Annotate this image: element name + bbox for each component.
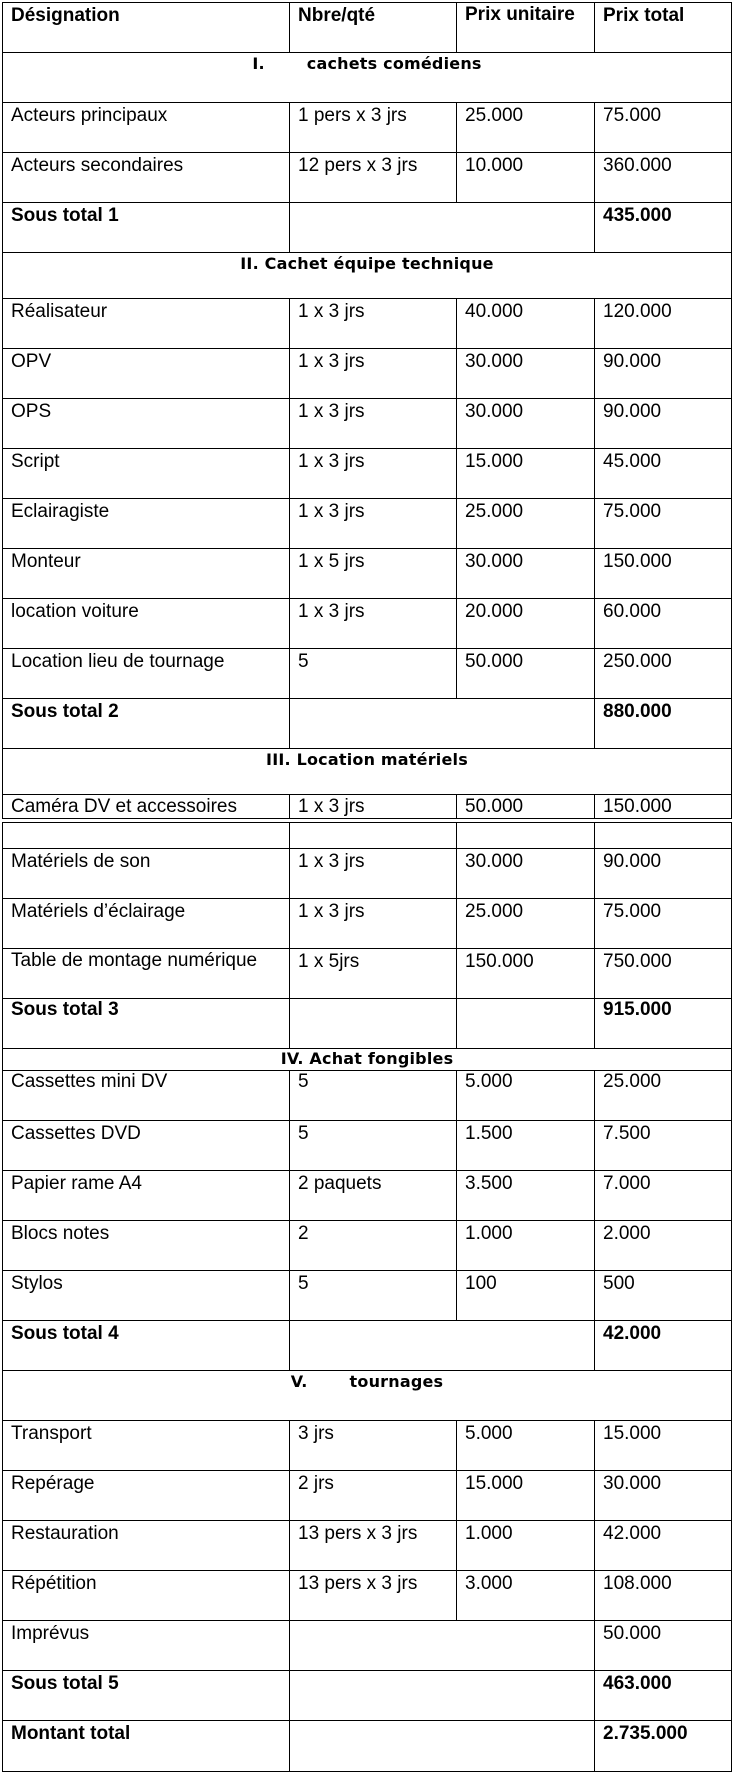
unit-price-cell: 100 [456, 1271, 594, 1320]
table-row-empty [2, 822, 732, 848]
designation-cell: Matériels de son [11, 851, 151, 872]
table-row [2, 1570, 732, 1620]
subtotal-value: 435.000 [594, 203, 733, 252]
table-header-row [2, 2, 732, 52]
subtotal-label: Sous total 2 [11, 701, 119, 722]
total-cell: 30.000 [594, 1471, 733, 1520]
table-row [2, 448, 732, 498]
designation-cell: OPV [11, 351, 52, 372]
unit-price-cell: 50.000 [456, 649, 594, 698]
unit-price-cell: 40.000 [456, 299, 594, 348]
empty-cell [456, 999, 594, 1048]
quantity-cell: 12 pers x 3 jrs [289, 153, 456, 202]
designation-cell: Acteurs secondaires [11, 155, 184, 176]
subtotal-row [2, 1670, 732, 1720]
section-header-5 [2, 1370, 732, 1420]
table-row [2, 1170, 732, 1220]
quantity-cell: 2 [289, 1221, 456, 1270]
designation-cell: Caméra DV et accessoires [11, 796, 237, 817]
section-header-4 [2, 1048, 732, 1070]
section-number: I. [252, 54, 265, 73]
table-row [2, 794, 732, 819]
designation-cell: Acteurs principaux [11, 105, 168, 126]
quantity-cell: 1 x 3 jrs [289, 299, 456, 348]
quantity-cell: 1 x 3 jrs [289, 849, 456, 898]
subtotal-value: 463.000 [594, 1671, 733, 1720]
subtotal-label: Sous total 3 [11, 999, 119, 1020]
grand-total-value: 2.735.000 [594, 1721, 733, 1771]
total-cell: 75.000 [594, 499, 733, 548]
unit-price-cell: 3.000 [456, 1571, 594, 1620]
table-row [2, 1620, 732, 1670]
subtotal-row [2, 998, 732, 1048]
table-row [2, 1120, 732, 1170]
unit-price-cell: 3.500 [456, 1171, 594, 1220]
empty-cell [289, 699, 594, 748]
unit-price-cell: 25.000 [456, 899, 594, 948]
table-row [2, 1470, 732, 1520]
subtotal-row [2, 1320, 732, 1370]
total-cell [594, 823, 733, 848]
subtotal-value: 915.000 [594, 999, 733, 1048]
total-cell: 750.000 [594, 949, 733, 998]
section-number: II. [240, 254, 259, 273]
designation-cell: Repérage [11, 1473, 95, 1494]
subtotal-label: Sous total 5 [11, 1673, 119, 1694]
designation-cell: Monteur [11, 551, 81, 572]
total-cell: 150.000 [594, 549, 733, 598]
designation-cell: Matériels d’éclairage [11, 901, 186, 922]
designation-cell [3, 823, 289, 848]
quantity-cell: 13 pers x 3 jrs [289, 1521, 456, 1570]
quantity-cell: 1 x 3 jrs [289, 399, 456, 448]
quantity-cell: 2 paquets [289, 1171, 456, 1220]
subtotal-label: Sous total 4 [11, 1323, 119, 1344]
quantity-cell: 1 x 3 jrs [289, 899, 456, 948]
quantity-cell: 1 x 5jrs [289, 949, 456, 998]
section-header-3 [2, 748, 732, 794]
designation-cell: Restauration [11, 1523, 119, 1544]
empty-cell [289, 1321, 594, 1370]
section-title: Location matériels [296, 750, 468, 769]
designation-cell: Stylos [11, 1273, 63, 1294]
unit-price-cell: 5.000 [456, 1071, 594, 1120]
designation-cell: Répétition [11, 1573, 97, 1594]
section-title: cachets comédiens [306, 54, 482, 73]
header-total-price: Prix total [594, 3, 733, 52]
header-designation: Désignation [11, 5, 120, 26]
subtotal-row [2, 698, 732, 748]
unit-price-cell: 25.000 [456, 103, 594, 152]
quantity-cell: 1 x 3 jrs [289, 499, 456, 548]
table-row [2, 102, 732, 152]
section-title: tournages [349, 1372, 444, 1391]
total-cell: 42.000 [594, 1521, 733, 1570]
header-quantity: Nbre/qté [289, 3, 456, 52]
unit-price-cell: 1.000 [456, 1221, 594, 1270]
unit-price-cell: 15.000 [456, 449, 594, 498]
designation-cell: Réalisateur [11, 301, 108, 322]
empty-cell [289, 203, 594, 252]
designation-cell: Imprévus [11, 1623, 90, 1644]
quantity-cell: 5 [289, 1121, 456, 1170]
table-row [2, 898, 732, 948]
table-row [2, 848, 732, 898]
total-cell: 75.000 [594, 103, 733, 152]
empty-cell [289, 999, 456, 1048]
table-row [2, 648, 732, 698]
quantity-cell: 5 [289, 649, 456, 698]
total-cell: 50.000 [594, 1621, 733, 1670]
unit-price-cell: 30.000 [456, 849, 594, 898]
table-row [2, 498, 732, 548]
subtotal-value: 880.000 [594, 699, 733, 748]
quantity-cell: 1 pers x 3 jrs [289, 103, 456, 152]
total-cell: 500 [594, 1271, 733, 1320]
unit-price-cell [456, 823, 594, 848]
table-row [2, 1070, 732, 1120]
unit-price-cell: 50.000 [456, 795, 594, 818]
table-row [2, 348, 732, 398]
section-number: V. [290, 1372, 308, 1391]
section-number: IV. [280, 1049, 304, 1068]
table-row [2, 298, 732, 348]
designation-cell: OPS [11, 401, 52, 422]
table-row [2, 598, 732, 648]
unit-price-cell: 25.000 [456, 499, 594, 548]
subtotal-value: 42.000 [594, 1321, 733, 1370]
total-cell: 360.000 [594, 153, 733, 202]
table-row [2, 548, 732, 598]
table-row [2, 1520, 732, 1570]
total-cell: 90.000 [594, 349, 733, 398]
total-cell: 120.000 [594, 299, 733, 348]
empty-cell [289, 1671, 594, 1720]
total-cell: 7.500 [594, 1121, 733, 1170]
unit-price-cell: 150.000 [456, 949, 594, 998]
unit-price-cell: 1.000 [456, 1521, 594, 1570]
grand-total-label: Montant total [11, 1723, 131, 1744]
section-title: Cachet équipe technique [264, 254, 494, 273]
section-number: III. [266, 750, 291, 769]
total-cell: 250.000 [594, 649, 733, 698]
total-cell: 75.000 [594, 899, 733, 948]
total-cell: 90.000 [594, 399, 733, 448]
designation-cell: Table de montage numérique [11, 950, 258, 971]
quantity-cell: 1 x 3 jrs [289, 349, 456, 398]
designation-cell: Script [11, 451, 60, 472]
quantity-cell: 1 x 3 jrs [289, 449, 456, 498]
total-cell: 150.000 [594, 795, 733, 818]
total-cell: 7.000 [594, 1171, 733, 1220]
unit-price-cell: 30.000 [456, 349, 594, 398]
quantity-cell [289, 823, 456, 848]
quantity-cell: 2 jrs [289, 1471, 456, 1520]
empty-cell [289, 1621, 594, 1670]
total-cell: 60.000 [594, 599, 733, 648]
table-row [2, 398, 732, 448]
quantity-cell: 1 x 3 jrs [289, 599, 456, 648]
unit-price-cell: 20.000 [456, 599, 594, 648]
header-unit-price: Prix unitaire [456, 3, 594, 52]
table-row [2, 1220, 732, 1270]
subtotal-label: Sous total 1 [11, 205, 119, 226]
unit-price-cell: 1.500 [456, 1121, 594, 1170]
section-header-1 [2, 52, 732, 102]
quantity-cell: 5 [289, 1071, 456, 1120]
unit-price-cell: 5.000 [456, 1421, 594, 1470]
total-cell: 15.000 [594, 1421, 733, 1470]
subtotal-row [2, 202, 732, 252]
designation-cell: Papier rame A4 [11, 1173, 142, 1194]
unit-price-cell: 15.000 [456, 1471, 594, 1520]
quantity-cell: 1 x 5 jrs [289, 549, 456, 598]
table-row [2, 1420, 732, 1470]
total-cell: 2.000 [594, 1221, 733, 1270]
total-cell: 45.000 [594, 449, 733, 498]
total-cell: 108.000 [594, 1571, 733, 1620]
designation-cell: Cassettes mini DV [11, 1071, 168, 1092]
empty-cell [289, 1721, 594, 1771]
table-row [2, 1270, 732, 1320]
total-cell: 90.000 [594, 849, 733, 898]
quantity-cell: 5 [289, 1271, 456, 1320]
section-title: Achat fongibles [309, 1049, 454, 1068]
designation-cell: Cassettes DVD [11, 1123, 141, 1144]
unit-price-cell: 30.000 [456, 399, 594, 448]
designation-cell: Location lieu de tournage [11, 651, 225, 672]
designation-cell: location voiture [11, 601, 139, 622]
grand-total-row [2, 1720, 732, 1772]
designation-cell: Blocs notes [11, 1223, 110, 1244]
quantity-cell: 1 x 3 jrs [289, 795, 456, 818]
designation-cell: Eclairagiste [11, 501, 110, 522]
unit-price-cell: 30.000 [456, 549, 594, 598]
total-cell: 25.000 [594, 1071, 733, 1120]
quantity-cell: 13 pers x 3 jrs [289, 1571, 456, 1620]
designation-cell: Transport [11, 1423, 92, 1444]
unit-price-cell: 10.000 [456, 153, 594, 202]
table-row [2, 948, 732, 998]
table-row [2, 152, 732, 202]
quantity-cell: 3 jrs [289, 1421, 456, 1470]
section-header-2 [2, 252, 732, 298]
